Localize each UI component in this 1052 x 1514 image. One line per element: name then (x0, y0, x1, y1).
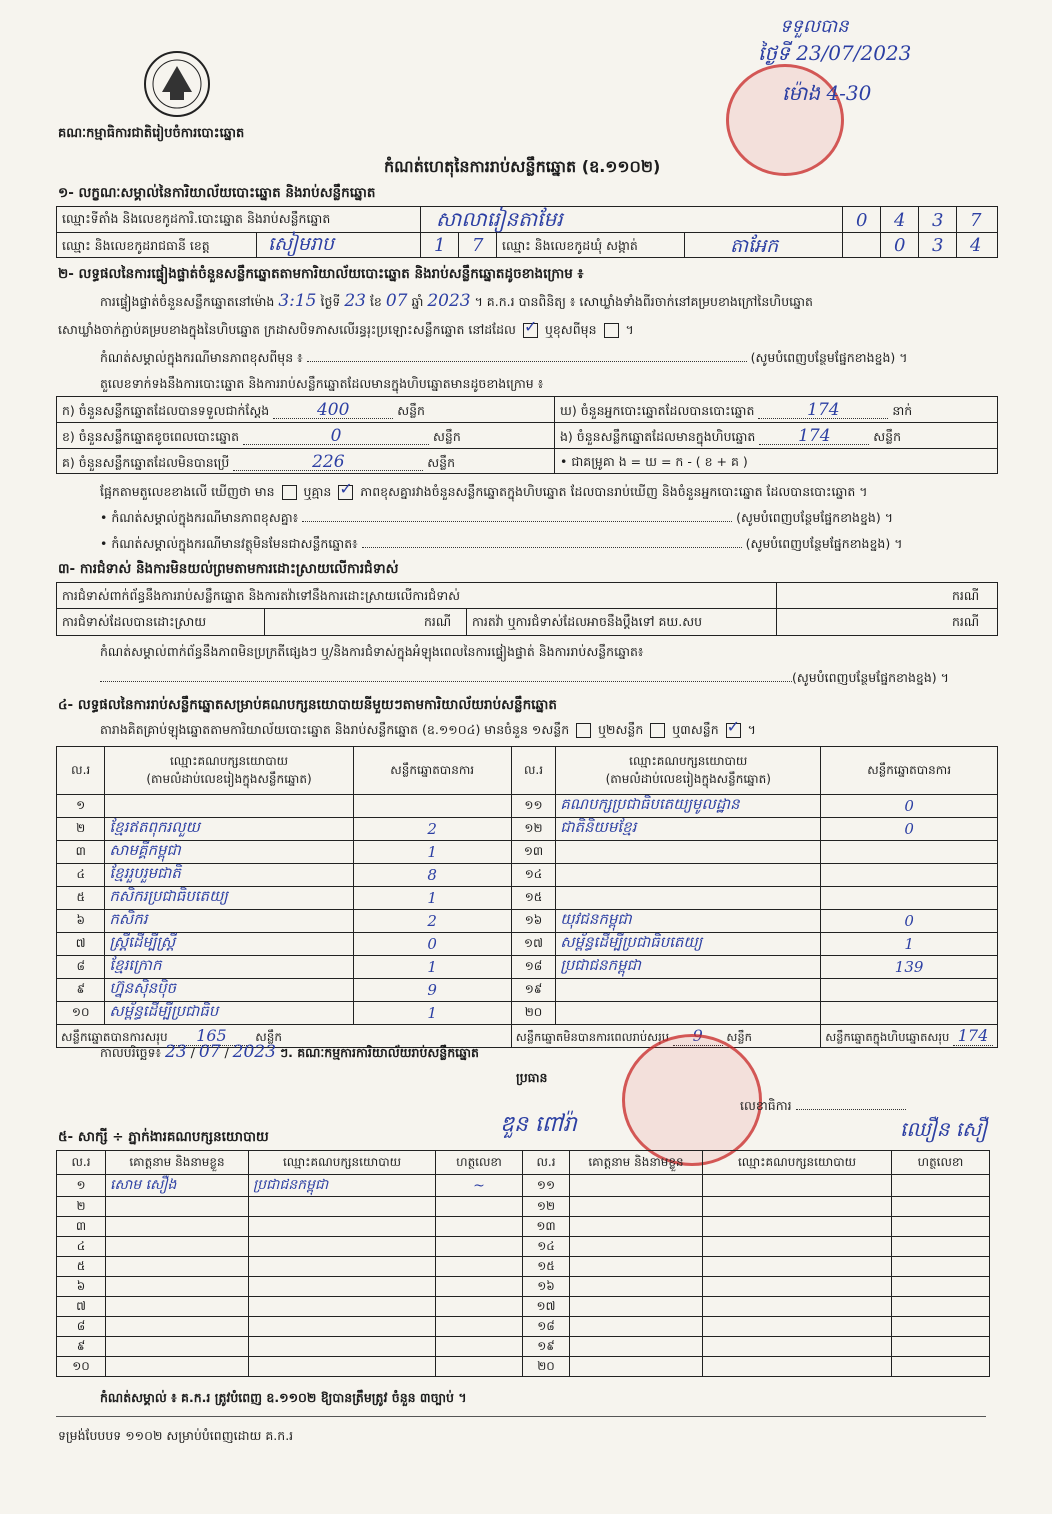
witness-no: ១៧ (523, 1297, 570, 1317)
verify-line-2: សោឃ្លាំងចាក់ភ្ជាប់គម្របខាងក្នុងនៃហិបឆ្នោត ក្រដាសបិទភាសលើរន្ធរុះប្រឡោះសន្លឹកឆ្នោត នៅដដែល ✓ ឬខុសពីមុន ។ (58, 322, 634, 338)
discrepancy-no-checkbox[interactable] (338, 485, 353, 500)
figures-intro: តួលេខទាក់ទងនឹងការបោះឆ្នោត និងការរាប់សន្លឹកឆ្នោតដែលមានក្នុងហិបឆ្នោតមានដូចខាងក្រោម ៖ (100, 376, 544, 391)
witness-name (570, 1337, 703, 1357)
witness-signature (892, 1297, 990, 1317)
commune-code-3: 4 (970, 235, 982, 256)
party-name (556, 841, 821, 864)
party-no: ៩ (57, 979, 105, 1002)
figure-ngo-value: 174 (759, 428, 869, 445)
irregularity-tail-line: (សូមបំពេញបន្ថែមផ្នែកខាងខ្នង) ។ (100, 670, 949, 686)
party-votes: 0 (353, 933, 511, 956)
witness-no: ៩ (57, 1337, 106, 1357)
witness-party (249, 1357, 436, 1377)
location-value: សាលារៀនតាមែរ (436, 207, 563, 231)
witness-row (57, 1357, 990, 1377)
witness-name (570, 1175, 703, 1197)
witness-row (57, 1297, 990, 1317)
figure-kha: ខ) ចំនួនសន្លឹកឆ្នោតខូចពេលបោះឆ្នោត 0 សន្លឹក (62, 426, 461, 446)
discrepancy-yes-checkbox[interactable] (282, 485, 297, 500)
witness-name (106, 1217, 249, 1237)
party-votes: 1 (353, 956, 511, 979)
party-name: ជាតិនិយមខ្មែរ (556, 818, 821, 841)
party-votes: 139 (821, 956, 998, 979)
commune-label: ឈ្មោះ និងលេខកូដឃុំ សង្កាត់ (502, 238, 638, 253)
party-no: ៤ (57, 864, 105, 887)
province-label: ឈ្មោះ និងលេខកូដរាជធានី ខេត្ត (62, 238, 210, 253)
witness-no: ៨ (57, 1317, 106, 1337)
figure-ka: ក) ចំនួនសន្លឹកឆ្នោតដែលបានទទួលជាក់ស្តែង 400 សន្លឹក (62, 400, 425, 420)
sign-date-line: កាលបរិច្ឆេទ៖ 23 / 07 / 2023 ៗ. គណៈកម្មការការិយាល័យរាប់សន្លឹកឆ្នោត (100, 1042, 479, 1062)
party-name (556, 864, 821, 887)
irregularity-note: កំណត់សម្គាល់ពាក់ព័ន្ធនឹងភាពមិនប្រក្រតីផ្សេងៗ ឬ/និងការជំទាស់ក្នុងអំឡុងពេលនៃការផ្ទៀងផ្ទាត់ និងការរាប់សន្លឹកឆ្នោត៖ (100, 644, 644, 659)
witness-party (703, 1217, 892, 1237)
witness-no: ១០ (57, 1357, 106, 1377)
witness-row (57, 1337, 990, 1357)
formula: • ជាគម្រូគា ង = ឃ = ក - ( ខ + គ ) (560, 454, 748, 469)
witness-party (249, 1317, 436, 1337)
party-votes: 2 (353, 910, 511, 933)
objection-case-1: ករណី (952, 588, 980, 603)
witness-party (703, 1175, 892, 1197)
commune-code-2: 3 (932, 235, 944, 256)
witness-signature (892, 1337, 990, 1357)
party-name: ប្រជាជនកម្ពុជា (556, 956, 821, 979)
party-votes (821, 887, 998, 910)
party-votes: 1 (821, 933, 998, 956)
results-row (57, 864, 998, 887)
witness-signature (892, 1217, 990, 1237)
discrepancy-line: ផ្អែកតាមតួលេខខាងលើ ឃើញថា មាន ឬគ្មាន ✓ ភាពខុសគ្នារវាងចំនួនសន្លឹកឆ្នោតក្នុងហិបឆ្នោត ដែលបានរាប់ឃើញ និងចំនួនអ្នកបោះឆ្នោត ដែលបានបោះឆ្នោត ។ (100, 484, 868, 500)
party-votes: 1 (353, 887, 511, 910)
party-no: ១៣ (511, 841, 555, 864)
location-code-3: 3 (932, 210, 944, 231)
witness-table: ល.រ គោត្តនាម និងនាមខ្លួន ឈ្មោះគណបក្សនយោបាយ ហត្ថលេខា ល.រ គោត្តនាម និងនាមខ្លួន ឈ្មោះគណបក្សនយោបាយ ហត្ថលេខា ១ សោម សឿង ប្រជាជនកម្ពុជា ~ ១១ ២ ១២ ៣ ១៣ ៤ ១៤ ៥ ១៥ ៦ ១៦ ៧ ១៧ ៨ ១៨ ៩ ១៩ ១០ ២០ (56, 1150, 990, 1377)
party-name: ខ្មែររួបរួមជាតិ (105, 864, 353, 887)
party-votes (821, 841, 998, 864)
witness-name (106, 1357, 249, 1377)
section-2-title: ២- លទ្ធផលនៃការផ្ទៀងផ្ទាត់ចំនួនសន្លឹកឆ្នោតតាមការិយាល័យបោះឆ្នោត និងរាប់សន្លឹកឆ្នោតដូចខាងក្រោម ៖ (58, 266, 584, 282)
witness-row (57, 1257, 990, 1277)
witness-no: ៧ (57, 1297, 106, 1317)
results-row (57, 933, 998, 956)
section-3-title: ៣- ការជំទាស់ និងការមិនយល់ព្រមតាមការដោះស្រាយលើការជំទាស់ (58, 561, 399, 577)
witness-signature (436, 1217, 523, 1237)
verify-day: 23 (344, 291, 366, 311)
results-row (57, 818, 998, 841)
section-5-title: ៥- សាក្សី ÷ ភ្នាក់ងារគណបក្សនយោបាយ (58, 1129, 269, 1145)
party-name: សម្ព័ន្ធដើម្បីប្រជាធិបតេយ្យ (556, 933, 821, 956)
witness-name (106, 1297, 249, 1317)
sign-date-month: 07 (198, 1042, 221, 1062)
witness-signature (436, 1337, 523, 1357)
footer-note: កំណត់សម្គាល់ ៖ គ.ក.រ ត្រូវបំពេញ ឧ.១១០២ ឱ្យបានត្រឹមត្រូវ ចំនួន ៣ច្បាប់ ។ (100, 1390, 467, 1405)
witness-name (570, 1357, 703, 1377)
witness-party (249, 1297, 436, 1317)
results-table: ល.រ ឈ្មោះគណបក្សនយោបាយ (តាមលំដាប់លេខរៀងក្នុងសន្លឹកឆ្នោត) សន្លឹកឆ្នោតបានការ ល.រ ឈ្មោះគណបក្សនយោបាយ (តាមលំដាប់លេខរៀងក្នុងសន្លឹកឆ្នោត) សន្លឹកឆ្នោតបានការ ១ ១១ គណបក្សប្រជាធិបតេយ្យមូលដ្ឋាន 0 ២ ខ្មែរឥតពុករលួយ 2 ១២ ជាតិនិយមខ្មែរ 0 ៣ សាមគ្គីកម្ពុជា 1 ១៣ ៤ ខ្មែររួបរួមជាតិ 8 ១៤ ៥ កសិករប្រជាធិបតេយ្យ 1 ១៥ ៦ កសិករ 2 ១៦ យុវជនកម្ពុជា 0 ៧ ស្ត្រីដើម្បីស្ត្រី 0 ១៧ សម្ព័ន្ធដើម្បីប្រជាធិបតេយ្យ 1 ៨ ខ្មែរក្រោក 1 ១៨ ប្រជាជនកម្ពុជា 139 ៩ ហ្វ៊ុនស៊ិនប៉ិច 9 ១៩ ១០ សម្ព័ន្ធដើម្បីប្រជាធិប 1 ២០ សន្លឹកឆ្នោតបានការសរុប 165 សន្លឹក សន្លឹកឆ្នោតមិនបានការពេលរាប់សរុប 9 សន្លឹក សន្លឹកឆ្នោតក្នុងហិបឆ្នោតសរុប 174 (56, 746, 998, 1048)
org-name: គណៈកម្មាធិការជាតិរៀបចំការបោះឆ្នោត (58, 126, 245, 141)
total-box-value: 174 (953, 1026, 993, 1046)
party-no: ១២ (511, 818, 555, 841)
party-no: ៣ (57, 841, 105, 864)
witness-party (703, 1337, 892, 1357)
party-votes: 9 (353, 979, 511, 1002)
witness-party (249, 1277, 436, 1297)
witness-no: ១៦ (523, 1277, 570, 1297)
witness-name (570, 1217, 703, 1237)
figure-ko: គ) ចំនួនសន្លឹកឆ្នោតដែលមិនបានប្រើ 226 សន្លឹក (62, 452, 456, 472)
sign-date-day: 23 (165, 1042, 187, 1062)
party-name: ខ្មែរក្រោក (105, 956, 353, 979)
witness-row (57, 1237, 990, 1257)
witness-signature (892, 1277, 990, 1297)
party-no: ៥ (57, 887, 105, 910)
witness-no: ១៣ (523, 1217, 570, 1237)
changed-checkbox[interactable] (604, 323, 619, 338)
witness-signature (892, 1257, 990, 1277)
witness-no: ១២ (523, 1197, 570, 1217)
witness-signature (436, 1357, 523, 1377)
party-no: ៨ (57, 956, 105, 979)
witness-name (106, 1317, 249, 1337)
verify-month: 07 (385, 291, 408, 311)
witness-signature (892, 1175, 990, 1197)
figure-kho: ឃ) ចំនួនអ្នកបោះឆ្នោតដែលបានបោះឆ្នោត 174 នាក់ (560, 400, 913, 420)
location-code-4: 7 (970, 210, 982, 231)
party-name: សម្ព័ន្ធដើម្បីប្រជាធិប (105, 1002, 353, 1025)
chair-label: ប្រធាន (516, 1070, 548, 1085)
form-version-note: ទម្រង់បែបបទ ១១០២ សម្រាប់បំពេញដោយ គ.ក.រ (58, 1428, 294, 1443)
province-code-1: 1 (434, 235, 446, 256)
form-title: កំណត់ហេតុនៃការរាប់សន្លឹកឆ្នោត (ឧ.១១០២) (384, 157, 661, 176)
party-votes (821, 1002, 998, 1025)
witness-no: ៣ (57, 1217, 106, 1237)
party-votes: 0 (821, 818, 998, 841)
witness-party (249, 1337, 436, 1357)
received-time: ម៉ោង 4-30 (782, 81, 872, 105)
witness-no: ១៤ (523, 1237, 570, 1257)
witness-signature (436, 1257, 523, 1277)
witness-signature (892, 1197, 990, 1217)
received-note: ទទួលបាន (780, 16, 849, 37)
party-name: គណបក្សប្រជាធិបតេយ្យមូលដ្ឋាន (556, 795, 821, 818)
location-label: ឈ្មោះទីតាំង និងលេខកូដការិ.បោះឆ្នោត និងរាប់សន្លឹកឆ្នោត (62, 211, 331, 226)
witness-name (106, 1197, 249, 1217)
party-votes (821, 864, 998, 887)
witness-row (57, 1317, 990, 1337)
party-no: ១ (57, 795, 105, 818)
witness-signature (436, 1277, 523, 1297)
witness-party (703, 1237, 892, 1257)
witness-party (703, 1277, 892, 1297)
unchanged-checkbox[interactable] (523, 323, 538, 338)
witness-no: ១៨ (523, 1317, 570, 1337)
witness-party (249, 1197, 436, 1217)
chair-signature: ឌួន ពៅរ៉ា (500, 1112, 577, 1137)
witness-no: ៥ (57, 1257, 106, 1277)
verify-time: 3:15 (278, 291, 317, 311)
witness-row (57, 1277, 990, 1297)
witness-party (703, 1317, 892, 1337)
witness-no: ២០ (523, 1357, 570, 1377)
location-code-2: 4 (894, 210, 906, 231)
party-votes: 1 (353, 841, 511, 864)
witness-no: ៤ (57, 1237, 106, 1257)
witness-name: សោម សឿង (106, 1175, 249, 1197)
witness-name (106, 1277, 249, 1297)
objection-case-2: ករណី (424, 614, 452, 629)
party-name (556, 979, 821, 1002)
witness-row (57, 1175, 990, 1197)
witness-party (703, 1257, 892, 1277)
province-code-2: 7 (472, 235, 484, 256)
party-no: ១៥ (511, 887, 555, 910)
results-row (57, 1002, 998, 1025)
total-valid-value: 165 (171, 1026, 251, 1046)
objection-case-3: ករណី (952, 614, 980, 629)
party-votes: 1 (353, 1002, 511, 1025)
secretary-name: ឈឿន សឿ (900, 1117, 988, 1141)
party-name (105, 795, 353, 818)
witness-signature: ~ (436, 1175, 523, 1197)
figure-ngo: ង) ចំនួនសន្លឹកឆ្នោតដែលមានក្នុងហិបឆ្នោត 174 សន្លឹក (560, 426, 902, 446)
party-name: កសិករប្រជាធិបតេយ្យ (105, 887, 353, 910)
tally-1-sheet-checkbox[interactable] (576, 723, 591, 738)
party-no: ៧ (57, 933, 105, 956)
location-code-1: 0 (856, 210, 868, 231)
party-name: ខ្មែរឥតពុករលួយ (105, 818, 353, 841)
party-no: ២ (57, 818, 105, 841)
witness-name (570, 1317, 703, 1337)
witness-name (570, 1237, 703, 1257)
tally-2-sheet-checkbox[interactable] (650, 723, 665, 738)
results-row (57, 979, 998, 1002)
bullet-nonballot: • កំណត់សម្គាល់ក្នុងករណីមានវត្ថុមិនមែនជាសន្លឹកឆ្នោត៖ (សូមបំពេញបន្ថែមផ្នែកខាងខ្នង) ។ (100, 536, 903, 551)
witness-name (106, 1237, 249, 1257)
party-name (556, 1002, 821, 1025)
party-no: ១០ (57, 1002, 105, 1025)
bullet-difference: • កំណត់សម្គាល់ក្នុងករណីមានភាពខុសគ្នា៖ (សូមបំពេញបន្ថែមផ្នែកខាងខ្នង) ។ (100, 510, 893, 525)
witness-party (703, 1297, 892, 1317)
party-name: យុវជនកម្ពុជា (556, 910, 821, 933)
secretary-line: លេខាធិការ (740, 1098, 906, 1114)
witness-no: ២ (57, 1197, 106, 1217)
witness-party (703, 1357, 892, 1377)
witness-signature (436, 1317, 523, 1337)
verify-year: 2023 (427, 291, 471, 311)
objection-appeal: ការតវ៉ា ឬការជំទាស់ដែលអាចនឹងប្តឹងទៅ គឃ.សប (472, 614, 703, 629)
verify-line: ការផ្ទៀងផ្ទាត់ចំនួនសន្លឹកឆ្នោតនៅម៉ោង 3:15 ថ្ងៃទី 23 ខែ 07 ឆ្នាំ 2023 ។ គ.ក.រ បានពិនិត្យ ៖ សោឃ្លាំងទាំងពីរចាក់នៅគម្របខាងក្រៅនៃហិបឆ្នោត (100, 291, 813, 311)
party-no: ១៤ (511, 864, 555, 887)
figure-kha-value: 0 (243, 428, 429, 445)
party-name (556, 887, 821, 910)
objection-resolved: ការជំទាស់ដែលបានដោះស្រាយ (62, 614, 207, 629)
party-votes (353, 795, 511, 818)
party-no: ១៦ (511, 910, 555, 933)
witness-row (57, 1217, 990, 1237)
party-no: ៦ (57, 910, 105, 933)
witness-party (249, 1237, 436, 1257)
party-votes: 0 (821, 910, 998, 933)
party-name: សាមគ្គីកម្ពុជា (105, 841, 353, 864)
witness-name (106, 1257, 249, 1277)
section-1-title: ១- លក្ខណៈសម្គាល់នៃការិយាល័យបោះឆ្នោត និងរាប់សន្លឹកឆ្នោត (58, 185, 376, 201)
witness-no: ១៩ (523, 1337, 570, 1357)
witness-name (106, 1337, 249, 1357)
witness-name (570, 1297, 703, 1317)
witness-signature (436, 1197, 523, 1217)
commune-value: តាអែក (730, 235, 779, 257)
nec-emblem-icon (140, 48, 214, 120)
party-name: ស្ត្រីដើម្បីស្ត្រី (105, 933, 353, 956)
witness-no: ១ (57, 1175, 106, 1197)
commune-code-1: 0 (894, 235, 906, 256)
party-no: ១១ (511, 795, 555, 818)
tally-3-sheet-checkbox[interactable] (726, 723, 741, 738)
results-row (57, 887, 998, 910)
results-row (57, 841, 998, 864)
figure-ka-value: 400 (273, 402, 393, 419)
witness-party (249, 1217, 436, 1237)
party-no: ១៨ (511, 956, 555, 979)
objection-row-1: ការជំទាស់ពាក់ព័ន្ធនឹងការរាប់សន្លឹកឆ្នោត និងការតវ៉ាទៅនឹងការដោះស្រាយលើការជំទាស់ (62, 588, 461, 603)
witness-name (570, 1257, 703, 1277)
results-row (57, 910, 998, 933)
figure-ko-value: 226 (233, 454, 423, 471)
total-invalid-value: 9 (673, 1026, 723, 1046)
tally-intro: តារាងគិតគ្រាប់ឡុងឆ្នោតតាមការិយាល័យបោះឆ្នោត និងរាប់សន្លឹកឆ្នោត (ឧ.១១០៤) មានចំនួន ១សន្លឹក ឬ២សន្លឹក ឬ៣សន្លឹក ✓ ។ (100, 722, 756, 738)
witness-signature (436, 1297, 523, 1317)
witness-signature (892, 1237, 990, 1257)
received-date: ថ្ងៃទី 23/07/2023 (758, 41, 912, 65)
witness-no: ១១ (523, 1175, 570, 1197)
party-name: ហ្វ៊ុនស៊ិនប៉ិច (105, 979, 353, 1002)
witness-signature (436, 1237, 523, 1257)
province-value: សៀមរាប (268, 233, 334, 255)
witness-no: ៦ (57, 1277, 106, 1297)
witness-no: ១៥ (523, 1257, 570, 1277)
witness-name (570, 1277, 703, 1297)
party-votes: 8 (353, 864, 511, 887)
figure-kho-value: 174 (758, 402, 888, 419)
witness-name (570, 1197, 703, 1217)
party-no: ១៧ (511, 933, 555, 956)
party-votes (821, 979, 998, 1002)
party-name: កសិករ (105, 910, 353, 933)
witness-party: ប្រជាជនកម្ពុជា (249, 1175, 436, 1197)
witness-signature (892, 1357, 990, 1377)
sign-date-year: 2023 (232, 1042, 276, 1062)
party-no: ១៩ (511, 979, 555, 1002)
witness-signature (892, 1317, 990, 1337)
results-row (57, 795, 998, 818)
party-votes: 0 (821, 795, 998, 818)
witness-party (703, 1197, 892, 1217)
witness-row (57, 1197, 990, 1217)
party-no: ២០ (511, 1002, 555, 1025)
witness-party (249, 1257, 436, 1277)
party-votes: 2 (353, 818, 511, 841)
results-row (57, 956, 998, 979)
difference-note-line: កំណត់សម្គាល់ក្នុងករណីមានភាពខុសពីមុន ៖ (សូមបំពេញបន្ថែមផ្នែកខាងខ្នង) ។ (100, 350, 908, 365)
section-4-title: ៤- លទ្ធផលនៃការរាប់សន្លឹកឆ្នោតសម្រាប់គណបក្សនយោបាយនីមួយៗតាមការិយាល័យរាប់សន្លឹកឆ្នោត (58, 697, 557, 713)
